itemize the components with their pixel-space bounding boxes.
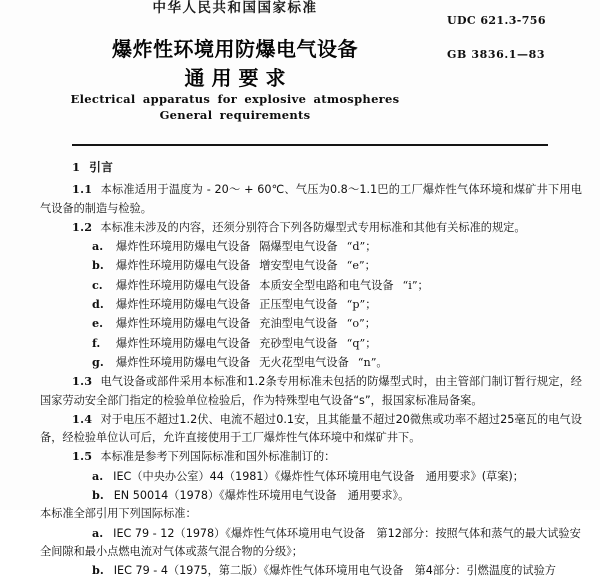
clause-1-2	[0, 218, 600, 237]
item-type: 充油型电气设备	[259, 317, 338, 331]
clause-1-2-number: 1.2	[72, 219, 93, 234]
list-item	[0, 295, 600, 314]
section-1-title: 引言	[89, 160, 114, 174]
item-label: d.	[92, 297, 104, 312]
clause-1-1-number: 1.1	[72, 182, 93, 197]
reference-text: EN 50014（1978）《爆炸性环境用电气设备 通用要求》。	[113, 489, 410, 503]
list-item	[0, 256, 600, 275]
item-code: “i”；	[402, 278, 429, 292]
section-1-number: 1	[72, 160, 81, 174]
cited-standard-item	[0, 561, 600, 580]
list-item	[0, 237, 600, 256]
clause-1-5	[0, 447, 600, 466]
clause-1-3-text: 电气设备或部件采用本标准和1.2条专用标准未包括的防爆型式时，由主管部门制订暂行规定，经国家劳动安全部门指定的检验单位检验后，作为特殊型电气设备“s”，报国家标准局备案。	[40, 375, 582, 407]
item-name: 爆炸性环境用防爆电气设备	[116, 298, 251, 312]
item-label: g.	[92, 354, 104, 369]
item-label: a.	[92, 239, 104, 254]
list-item	[0, 334, 600, 353]
cited-standards-intro: 本标准全部引用下列国际标准：	[40, 507, 197, 521]
item-type: 充砂型电气设备	[259, 336, 338, 350]
list-item	[0, 353, 600, 372]
page-title-chinese-line1: 爆炸性环境用防爆电气设备	[112, 37, 358, 61]
reference-label: b.	[92, 488, 104, 503]
item-name: 爆炸性环境用防爆电气设备	[116, 317, 251, 331]
document-body	[0, 158, 600, 581]
cited-text: IEC 79 - 4（1975，第二版）《爆炸性气体环境用电气设备 第4部分：引燃温度的试验方	[113, 564, 556, 578]
clause-1-1-text: 本标准适用于温度为 - 20～ + 60℃、气压为0.8～1.1巴的工厂爆炸性气体环境和煤矿井下用电气设备的制造与检验。	[40, 183, 582, 215]
item-name: 爆炸性环境用防爆电气设备	[116, 355, 251, 369]
document-header	[0, 0, 600, 145]
list-item	[0, 314, 600, 333]
list-item	[0, 276, 600, 295]
item-label: c.	[92, 277, 103, 292]
item-name: 爆炸性环境用防爆电气设备	[116, 259, 251, 273]
clause-1-5-text: 本标准是参考下列国际标准和国外标准制订的：	[100, 450, 336, 464]
national-standard-line: 中华人民共和国国家标准	[152, 0, 318, 16]
item-label: e.	[92, 316, 104, 331]
cited-label: a.	[92, 525, 104, 540]
item-label: f.	[92, 335, 101, 350]
item-name: 爆炸性环境用防爆电气设备	[116, 240, 251, 254]
item-code: “q”；	[346, 336, 377, 350]
cited-standard-item	[0, 524, 600, 562]
item-code: “d”；	[346, 240, 377, 254]
item-code: “e”；	[346, 259, 376, 273]
item-code: “n”。	[357, 355, 388, 369]
reference-text: IEC（中央办公室）44（1981）《爆炸性气体环境用电气设备 通用要求》(草案)；	[113, 469, 524, 483]
item-name: 爆炸性环境用防爆电气设备	[116, 336, 251, 350]
item-type: 隔爆型电气设备	[259, 240, 338, 254]
item-name: 爆炸性环境用防爆电气设备	[116, 278, 251, 292]
clause-1-1	[0, 180, 600, 218]
page-title-chinese-line2: 通用要求	[184, 66, 293, 90]
item-type: 无火花型电气设备	[259, 355, 349, 369]
gb-standard-code: GB 3836.1—83	[447, 48, 546, 61]
cited-label: b.	[92, 563, 104, 578]
clause-1-3	[0, 372, 600, 410]
clause-1-3-number: 1.3	[72, 374, 93, 389]
reference-item	[0, 467, 600, 486]
clause-1-5-number: 1.5	[72, 449, 93, 464]
item-type: 增安型电气设备	[259, 259, 338, 273]
item-code: “o”；	[346, 317, 376, 331]
clause-1-4-number: 1.4	[72, 411, 93, 426]
reference-label: a.	[92, 468, 104, 483]
item-type: 本质安全型电路和电气设备	[259, 278, 394, 292]
item-code: “p”；	[346, 298, 377, 312]
section-1-heading	[0, 158, 600, 176]
clause-1-4	[0, 410, 600, 448]
header-divider	[72, 144, 548, 146]
reference-item	[0, 486, 600, 505]
item-type: 正压型电气设备	[259, 298, 338, 312]
udc-code: UDC 621.3-756	[447, 14, 546, 27]
page-title-english-line1: Electrical apparatus for explosive atmospheres	[70, 92, 400, 106]
page-title-english-line2: General requirements	[159, 108, 311, 122]
cited-text: IEC 79 - 12（1978）《爆炸性气体环境用电气设备 第12部分：按照气体和蒸气的最大试验安全间隙和最小点燃电流对气体或蒸气混合物的分级》；	[40, 526, 581, 558]
clause-1-4-text: 对于电压不超过1.2伏、电流不超过0.1安，且其能量不超过20微焦或功率不超过25毫瓦的电气设备，经检验单位认可后，允许直接使用于工厂爆炸性气体环境中和煤矿井下。	[40, 412, 582, 445]
item-label: b.	[92, 258, 104, 273]
clause-1-2-text: 本标准未涉及的内容，还须分别符合下列各防爆型式专用标准和其他有关标准的规定。	[100, 220, 526, 234]
